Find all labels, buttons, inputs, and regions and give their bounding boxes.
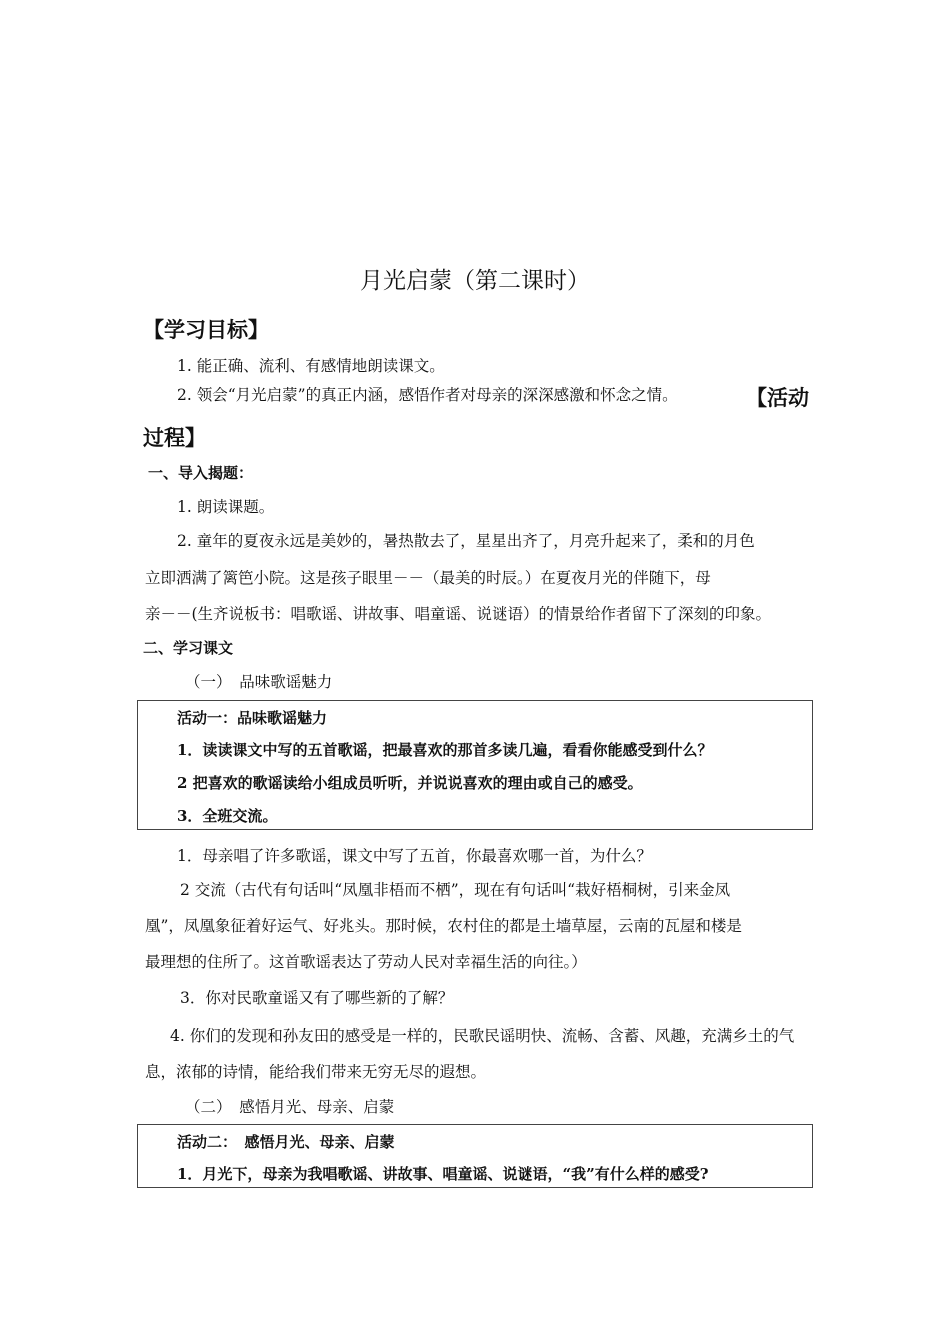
part1-item-1: 1. 朗读课题。 (177, 498, 275, 516)
discussion-q3: 3．你对民歌童谣又有了哪些新的了解？ (180, 989, 454, 1007)
part1-item-2-line2: 立即洒满了篱笆小院。这是孩子眼里－－（最美的时辰。）在夏夜月光的伴随下，母 (145, 569, 711, 587)
activity-1-title: 活动一：品味歌谣魅力 (177, 709, 328, 727)
activity-1-item-3: 3．全班交流。 (177, 807, 278, 825)
discussion-q2-line3: 最理想的住所了。这首歌谣表达了劳动人民对幸福生活的向往。） (145, 953, 587, 971)
discussion-q4-line1: 4. 你们的发现和孙友田的感受是一样的，民歌民谣明快、流畅、含蓄、风趣，充满乡土的气 (170, 1027, 795, 1045)
activity-1-item-1: 1．读读课文中写的五首歌谣，把最喜欢的那首多读几遍，看看你能感受到什么？ (177, 741, 713, 759)
part1-heading: 一、导入揭题： (148, 464, 254, 482)
part2-heading: 二、学习课文 (143, 639, 234, 657)
subsection-2-heading: （二） 感悟月光、母亲、启蒙 (185, 1098, 395, 1116)
discussion-q1: 1．母亲唱了许多歌谣，课文中写了五首，你最喜欢哪一首，为什么？ (177, 847, 652, 865)
activity-1-box (137, 700, 813, 830)
activity-2-item-1: 1．月光下，母亲为我唱歌谣、讲故事、唱童谣、说谜语，“我”有什么样的感受? (177, 1165, 709, 1183)
process-heading-continued: 过程】 (143, 426, 206, 450)
activity-1-item-2: 2 把喜欢的歌谣读给小组成员听听，并说说喜欢的理由或自己的感受。 (177, 774, 643, 792)
discussion-q4-line2: 息，浓郁的诗情，能给我们带来无穷无尽的遐想。 (145, 1063, 487, 1081)
subsection-1-heading: （一） 品味歌谣魅力 (185, 673, 333, 691)
goals-heading: 【学习目标】 (143, 318, 269, 342)
discussion-q2-line2: 凰”，凤凰象征着好运气、好兆头。那时候，农村住的都是土墙草屋，云南的瓦屋和楼是 (145, 917, 742, 935)
activity-2-title: 活动二： 感悟月光、母亲、启蒙 (177, 1133, 395, 1151)
part1-item-2-line1: 2. 童年的夏夜永远是美妙的，暑热散去了，星星出齐了，月亮升起来了，柔和的月色 (177, 532, 755, 550)
page-title: 月光启蒙（第二课时） (360, 268, 590, 294)
discussion-q2-line1: 2 交流（古代有句话叫“凤凰非梧而不栖”，现在有句话叫“栽好梧桐树，引来金凤 (180, 881, 731, 899)
goal-item-2: 2. 领会“月光启蒙”的真正内涵，感悟作者对母亲的深深感激和怀念之情。 (177, 386, 678, 404)
process-heading: 【活动 (746, 386, 809, 410)
goal-item-1: 1. 能正确、流利、有感情地朗读课文。 (177, 357, 445, 375)
activity-2-box (137, 1124, 813, 1188)
part1-item-2-line3: 亲－－(生齐说板书：唱歌谣、讲故事、唱童谣、说谜语）的情景给作者留下了深刻的印象。 (145, 605, 772, 623)
